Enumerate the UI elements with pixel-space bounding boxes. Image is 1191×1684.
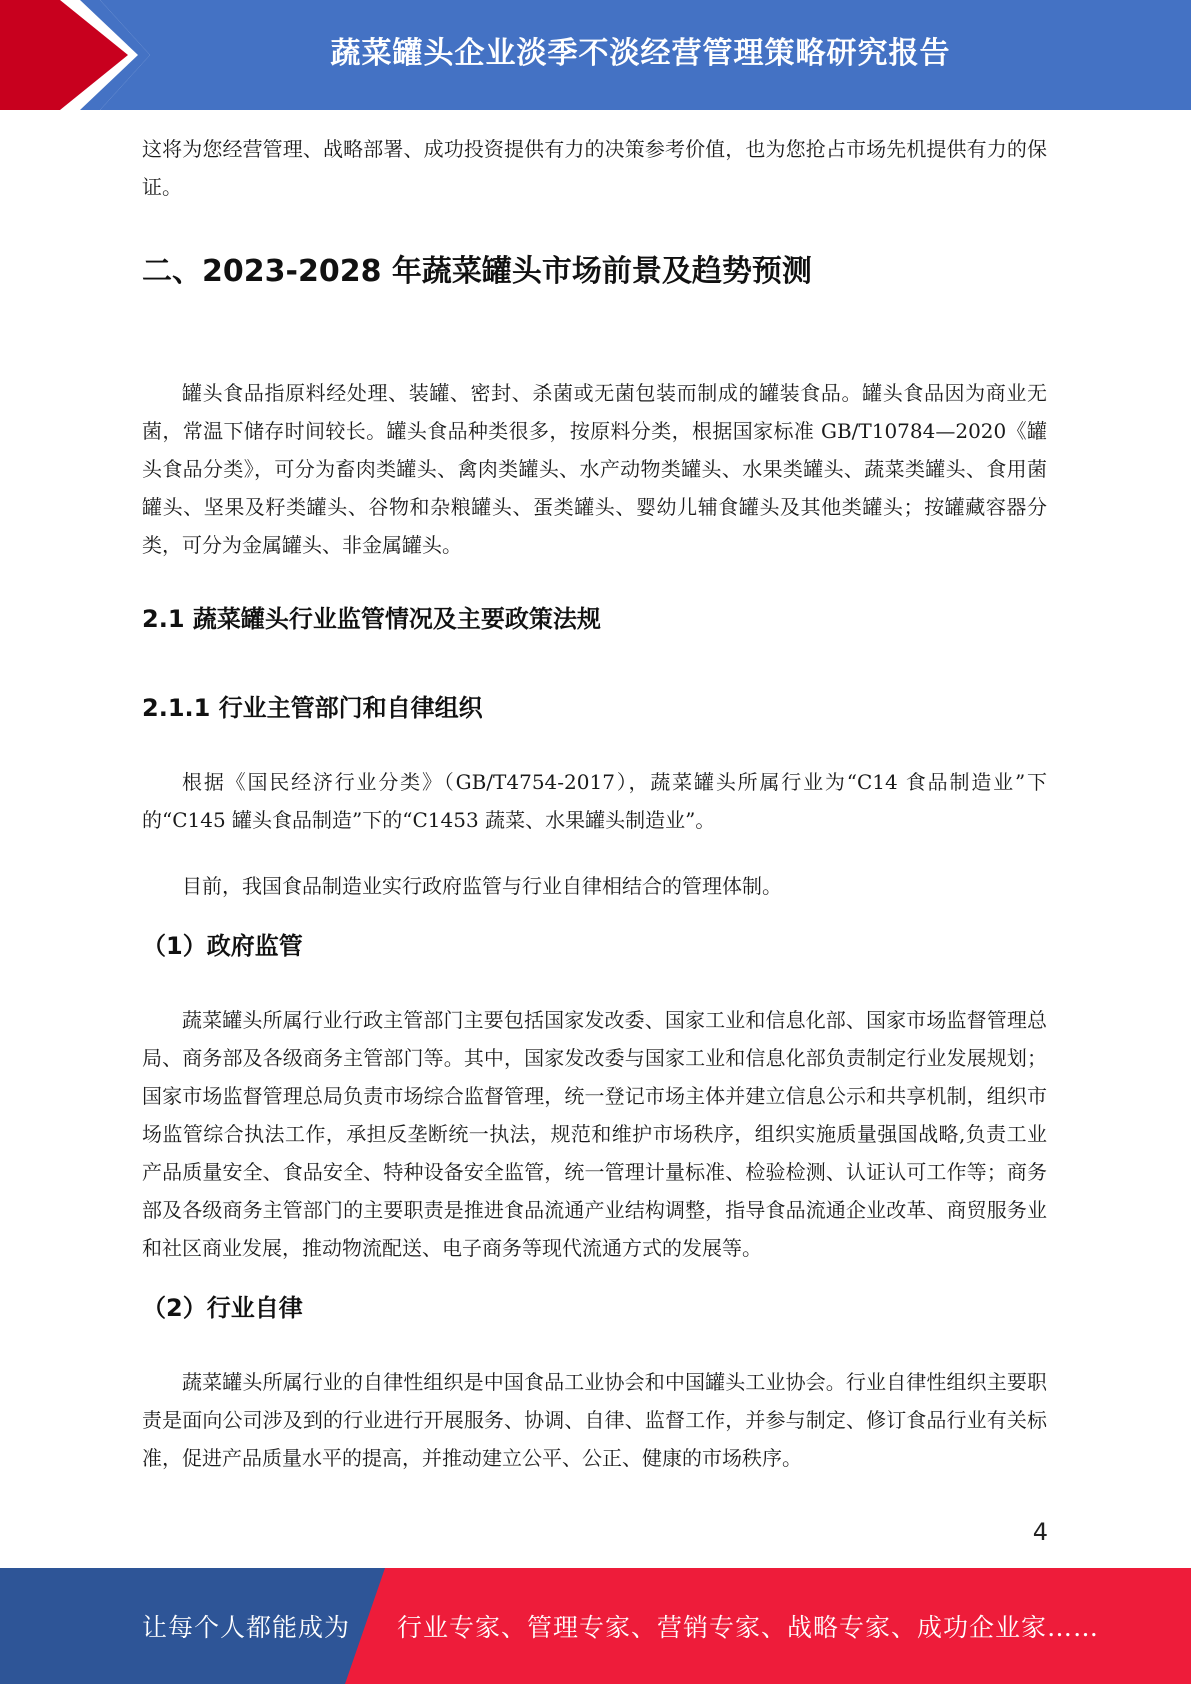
subsubsection-title: 2.1.1 行业主管部门和自律组织	[142, 694, 483, 722]
classification-paragraph: 根据《国民经济行业分类》（GB/T4754-2017），蔬菜罐头所属行业为“C14 食品制造业”下的“C145 罐头食品制造”下的“C1453 蔬菜、水果罐头制造业”。	[142, 770, 1047, 832]
management-system-paragraph: 目前，我国食品制造业实行政府监管与行业自律相结合的管理体制。	[182, 874, 782, 898]
section-paragraph: 罐头食品指原料经处理、装罐、密封、杀菌或无菌包装而制成的罐装食品。罐头食品因为商业无菌，常温下储存时间较长。罐头食品种类很多，按原料分类，根据国家标准 GB/T10784—2020《罐头食品分类》，可分为畜肉类罐头、禽肉类罐头、水产动物类罐头、水果类罐头、蔬菜类罐头、食用菌罐头、坚果及籽类罐头、谷物和杂粮罐头、蛋类罐头、婴幼儿辅食罐头及其他类罐头；按罐藏容器分类，可分为金属罐头、非金属罐头。	[142, 381, 1047, 557]
page-content	[142, 130, 1047, 1477]
footer-slogan-left: 让每个人都能成为	[142, 1613, 351, 1642]
industry-self-regulation-heading: （2）行业自律	[142, 1294, 303, 1322]
page-footer-band	[0, 1568, 1191, 1684]
header-title: 蔬菜罐头企业淡季不淡经营管理策略研究报告	[330, 36, 951, 71]
subsection-title: 2.1 蔬菜罐头行业监管情况及主要政策法规	[142, 605, 601, 633]
section-title: 二、2023-2028 年蔬菜罐头市场前景及趋势预测	[142, 254, 812, 289]
page-header-band	[0, 0, 1191, 110]
footer-slogan-right: 行业专家、管理专家、营销专家、战略专家、成功企业家……	[397, 1613, 1100, 1642]
intro-continued-paragraph: 这将为您经营管理、战略部署、成功投资提供有力的决策参考价值，也为您抢占市场先机提供有力的保证。	[142, 137, 1047, 199]
industry-self-regulation-paragraph: 蔬菜罐头所属行业的自律性组织是中国食品工业协会和中国罐头工业协会。行业自律性组织主要职责是面向公司涉及到的行业进行开展服务、协调、自律、监督工作，并参与制定、修订食品行业有关标准，促进产品质量水平的提高，并推动建立公平、公正、健康的市场秩序。	[142, 1370, 1047, 1470]
government-supervision-heading: （1）政府监管	[142, 932, 303, 960]
government-supervision-paragraph: 蔬菜罐头所属行业行政主管部门主要包括国家发改委、国家工业和信息化部、国家市场监督管理总局、商务部及各级商务主管部门等。其中，国家发改委与国家工业和信息化部负责制定行业发展规划；国家市场监督管理总局负责市场综合监督管理，统一登记市场主体并建立信息公示和共享机制，组织市场监管综合执法工作，承担反垄断统一执法，规范和维护市场秩序，组织实施质量强国战略,负责工业产品质量安全、食品安全、特种设备安全监管，统一管理计量标准、检验检测、认证认可工作等；商务部及各级商务主管部门的主要职责是推进食品流通产业结构调整，指导食品流通企业改革、商贸服务业和社区商业发展，推动物流配送、电子商务等现代流通方式的发展等。	[142, 1008, 1047, 1260]
header-arrow-decoration	[0, 0, 150, 110]
page-number: 4	[1032, 1518, 1048, 1546]
